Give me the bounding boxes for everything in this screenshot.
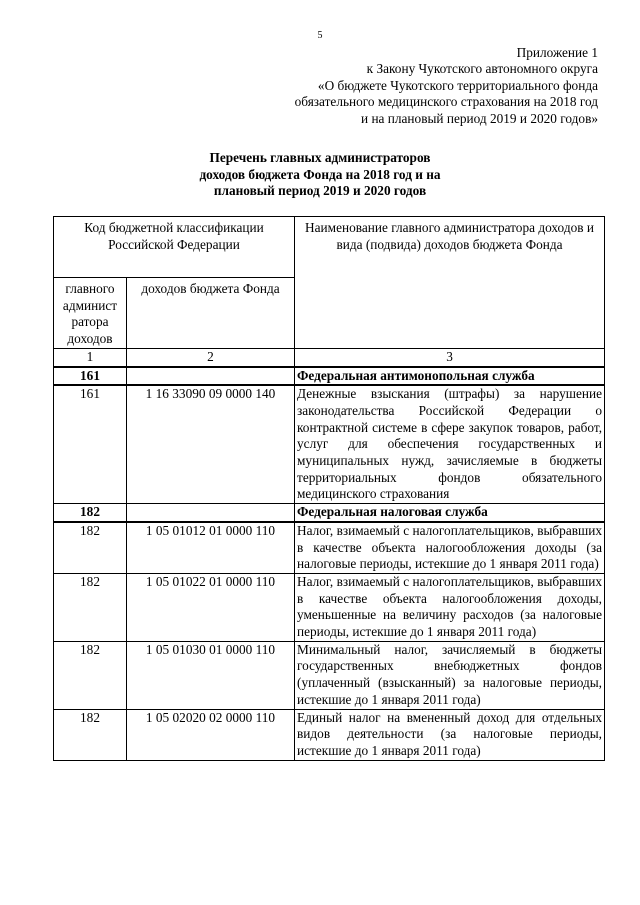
admin-code-cell: 182 <box>54 709 127 760</box>
revenue-administrators-table <box>53 216 605 761</box>
table-group-row <box>54 504 605 522</box>
appendix-line: и на плановый период 2019 и 2020 годов» <box>361 110 598 126</box>
table-row <box>54 709 605 760</box>
income-code-cell <box>127 367 295 386</box>
table-row <box>54 641 605 709</box>
admin-code-cell: 182 <box>54 641 127 709</box>
income-code-cell: 1 05 02020 02 0000 110 <box>127 709 295 760</box>
title-line: доходов бюджета Фонда на 2018 год и на <box>199 166 441 182</box>
column-number: 1 <box>54 348 127 366</box>
table-row <box>54 573 605 641</box>
table-row <box>54 522 605 574</box>
appendix-line: обязательного медицинского страхования на 2018 год <box>294 94 598 110</box>
column-number: 3 <box>295 348 605 366</box>
income-name-cell: Федеральная антимонопольная служба <box>295 367 605 386</box>
document-title <box>0 150 640 200</box>
income-name-cell: Налог, взимаемый с налогоплательщиков, выбравших в качестве объекта налогообложения доходы, уменьшенные на величину расходов (за налоговые периоды, истекшие до 1 января 2011 года) <box>295 573 605 641</box>
appendix-line: к Закону Чукотского автономного округа <box>366 61 598 77</box>
column-numbers-row <box>54 348 605 366</box>
table-header-row <box>54 217 605 278</box>
appendix-line: Приложение 1 <box>516 45 598 60</box>
table-group-row <box>54 367 605 386</box>
admin-code-cell: 161 <box>54 385 127 503</box>
income-code-cell: 1 16 33090 09 0000 140 <box>127 385 295 503</box>
page-number: 5 <box>317 30 323 41</box>
code-group-header: Код бюджетной классификации Российской Федерации <box>54 217 295 278</box>
admin-code-cell: 182 <box>54 573 127 641</box>
admin-code-cell: 161 <box>54 367 127 386</box>
admin-code-cell: 182 <box>54 522 127 574</box>
column-number: 2 <box>127 348 295 366</box>
appendix-line: «О бюджете Чукотского территориального фонда <box>317 77 598 93</box>
title-line: Перечень главных администраторов <box>209 150 431 165</box>
income-name-cell: Единый налог на вмененный доход для отдельных видов деятельности (за налоговые периоды, истекшие до 1 января 2011 года) <box>295 709 605 760</box>
admin-column-header: главного админист ратора доходов <box>54 278 127 349</box>
income-code-cell <box>127 504 295 522</box>
title-line: плановый период 2019 и 2020 годов <box>213 183 427 198</box>
admin-code-cell: 182 <box>54 504 127 522</box>
income-name-cell: Налог, взимаемый с налогоплательщиков, выбравших в качестве объекта налогообложения доходы (за налоговые периоды, истекшие до 1 января 2011 года) <box>295 522 605 574</box>
income-name-cell: Денежные взыскания (штрафы) за нарушение законодательства Российской Федерации о контрактной системе в сфере закупок товаров, работ, услуг для обеспечения государственных и муниципальных нужд, зачисляемые в бюджеты территориальных фондов обязательного медицинского страхования <box>295 385 605 503</box>
table-row <box>54 385 605 503</box>
income-code-cell: 1 05 01022 01 0000 110 <box>127 573 295 641</box>
income-column-header: доходов бюджета Фонда <box>127 278 295 349</box>
income-name-cell: Федеральная налоговая служба <box>295 504 605 522</box>
income-code-cell: 1 05 01030 01 0000 110 <box>127 641 295 709</box>
income-name-cell: Минимальный налог, зачисляемый в бюджеты государственных внебюджетных фондов (уплаченный (взысканный) за налоговые периоды, истекшие до 1 января 2011 года) <box>295 641 605 709</box>
income-code-cell: 1 05 01012 01 0000 110 <box>127 522 295 574</box>
name-column-header: Наименование главного администратора доходов и вида (подвида) доходов бюджета Фонда <box>295 217 605 349</box>
appendix-header <box>218 45 598 127</box>
